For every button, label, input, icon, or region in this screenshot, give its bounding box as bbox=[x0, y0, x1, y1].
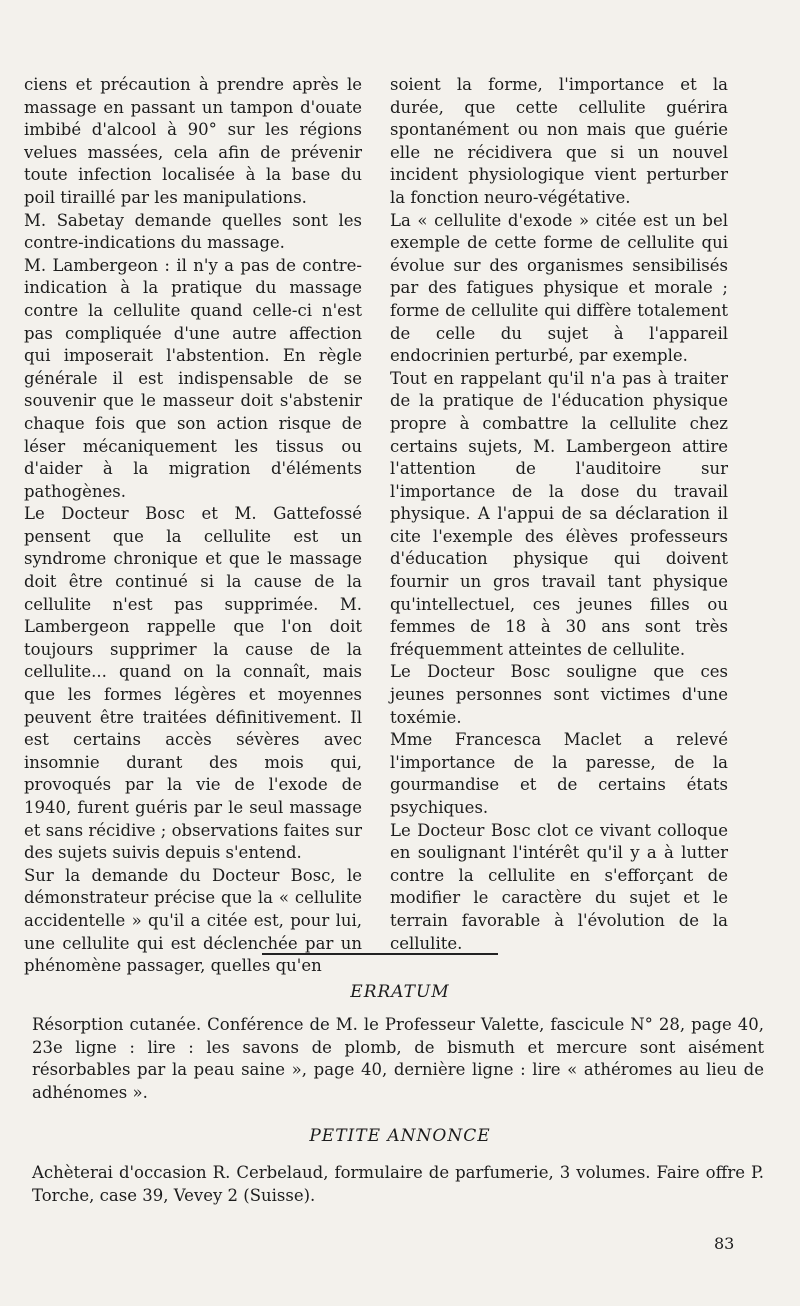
annonce-heading: PETITE ANNONCE bbox=[309, 1126, 491, 1146]
paragraph: Mme Francesca Maclet a relevé l'importance de la paresse, de la gourmandise et de certains états psychiques. bbox=[390, 730, 728, 817]
page-number: 83 bbox=[714, 1234, 735, 1253]
paragraph: ciens et précaution à prendre après le massage en passant un tampon d'ouate imbibé d'alcool à 90° sur les régions velues massées, cela afin de prévenir toute infection localisée à la base du poil tiraillé par les manipulations. bbox=[24, 75, 362, 207]
erratum-heading: ERRATUM bbox=[350, 982, 450, 1002]
left-column bbox=[24, 74, 362, 978]
paragraph: Tout en rappelant qu'il n'a pas à traiter de la pratique de l'éducation physique propre à combattre la cellulite chez certains sujets, M. Lambergeon attire l'attention de l'auditoire sur l'importance de la dose du travail physique. A l'appui de sa déclaration il cite l'exemple des élèves professeurs d'éducation physique qui doivent fournir un gros travail tant physique qu'intellectuel, ces jeunes filles ou femmes de 18 à 30 ans sont très fréquemment atteintes de cellulite. bbox=[390, 368, 728, 659]
annonce-text: Achèterai d'occasion R. Cerbelaud, formulaire de parfumerie, 3 volumes. Faire offre P. Torche, case 39, Vevey 2 (Suisse). bbox=[32, 1163, 764, 1205]
paragraph: Sur la demande du Docteur Bosc, le démonstrateur précise que la « cellulite accidentelle » qu'il a citée est, pour lui, une cellulite qui est déclenchée par un phénomène passager, quelles qu'en bbox=[24, 865, 362, 976]
paragraph: M. Sabetay demande quelles sont les contre-indications du massage. bbox=[24, 210, 362, 253]
right-column bbox=[390, 74, 728, 955]
paragraph: La « cellulite d'exode » citée est un bel exemple de cette forme de cellulite qui évolue sur des organismes sensibilisés par des fatigues physique et morale ; forme de cellulite qui diffère totalement de celle du sujet à l'appareil endocrinien perturbé, par exemple. bbox=[390, 210, 728, 366]
paragraph: Le Docteur Bosc souligne que ces jeunes personnes sont victimes d'une toxémie. bbox=[390, 662, 728, 727]
paragraph: Le Docteur Bosc et M. Gattefossé pensent que la cellulite est un syndrome chronique et que le massage doit être continué si la cause de la cellulite n'est pas supprimée. M. Lambergeon rappelle que l'on doit toujours supprimer la cause de la cellulite... quand on la connaît, mais que les formes légères et moyennes peuvent être traitées définitivement. Il est certains accès sévères avec insomnie durant des mois qui, provoqués par la vie de l'exode de 1940, furent guéris par le seul massage et sans récidive ; observations faites sur des sujets suivis depuis s'entend. bbox=[24, 504, 362, 863]
paragraph: soient la forme, l'importance et la durée, que cette cellulite guérira spontanément ou non mais que guérie elle ne récidivera que si un nouvel incident physiologique vient perturber la fonction neuro-végétative. bbox=[390, 75, 728, 207]
paragraph: M. Lambergeon : il n'y a pas de contre-indication à la pratique du massage contre la cellulite quand celle-ci n'est pas compliquée d'une autre affection qui imposerait l'abstention. En règle générale il est indispensable de se souvenir que le masseur doit s'abstenir chaque fois que son action risque de léser mécaniquement les tissus ou d'aider à la migration d'éléments pathogènes. bbox=[24, 255, 362, 501]
erratum-text: Résorption cutanée. Conférence de M. le Professeur Valette, fascicule N° 28, page 40, 23e ligne : lire : les savons de plomb, de bismuth et mercure sont aisément résorbables par la peau saine », page 40, dernière ligne : lire « athéromes au lieu de adhénomes ». bbox=[32, 1015, 764, 1102]
section-divider bbox=[262, 953, 498, 955]
paragraph: Le Docteur Bosc clot ce vivant colloque en soulignant l'intérêt qu'il y a à lutter contre la cellulite en s'efforçant de modifier le caractère du sujet et le terrain favorable à l'évolution de la cellulite. bbox=[390, 820, 728, 953]
